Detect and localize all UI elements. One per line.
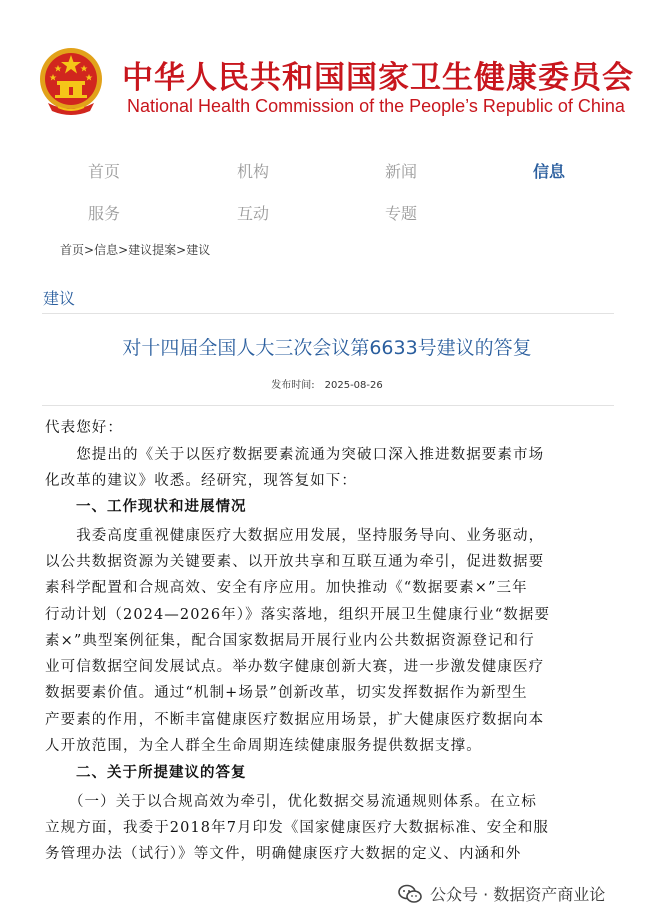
paragraph-line: （一）关于以合规高效为牵引，优化数据交易流通规则体系。在立标 (45, 794, 537, 810)
breadcrumb-separator: > (118, 243, 129, 257)
wechat-watermark (398, 882, 605, 905)
nav-item-information[interactable]: 信息 (533, 162, 566, 181)
breadcrumb-separator: > (84, 243, 95, 257)
nav-item-news[interactable]: 新闻 (385, 162, 418, 181)
paragraph-line: 数据要素价值。通过“机制+场景”创新改革，切实发挥数据作为新型生 (45, 685, 528, 701)
paragraph-line: 人开放范围，为全人群全生命周期连续健康服务提供数据支撑。 (45, 738, 482, 754)
publish-date-label: 发布时间: (271, 380, 315, 391)
nav-item-organization[interactable]: 机构 (237, 162, 270, 181)
nav-item-home[interactable]: 首页 (88, 162, 121, 181)
breadcrumb-proposals[interactable]: 建议提案 (128, 243, 177, 257)
nav-item-topics[interactable]: 专题 (385, 204, 418, 223)
paragraph-line: 素×”典型案例征集，配合国家数据局开展行业内公共数据资源登记和行 (45, 633, 535, 649)
national-emblem-icon[interactable] (38, 45, 104, 117)
paragraph-line: 素科学配置和合规高效、安全有序应用。加快推动《“数据要素×”三年 (45, 580, 528, 596)
breadcrumb-suggestions[interactable]: 建议 (186, 243, 211, 257)
paragraph-line: 立规方面，我委于2018年7月印发《国家健康医疗大数据标准、安全和服 (45, 820, 550, 836)
site-title-cn[interactable]: 中华人民共和国国家卫生健康委员会 (122, 60, 634, 96)
breadcrumb-separator: > (176, 243, 187, 257)
wechat-icon (398, 884, 422, 904)
site-title-en[interactable]: National Health Commission of the People’s Republic of China (127, 96, 625, 116)
site-header (0, 0, 654, 140)
breadcrumb-home[interactable]: 首页 (60, 243, 85, 257)
section-heading: 一、工作现状和进展情况 (45, 499, 247, 515)
nav-item-interaction[interactable]: 互动 (237, 204, 270, 223)
breadcrumb-information[interactable]: 信息 (94, 243, 119, 257)
publish-date (0, 376, 654, 391)
paragraph-line: 务管理办法（试行）》等文件，明确健康医疗大数据的定义、内涵和外 (45, 846, 522, 862)
paragraph-line: 产要素的作用，不断丰富健康医疗数据应用场景，扩大健康医疗数据向本 (45, 712, 545, 728)
paragraph-line: 您提出的《关于以医疗数据要素流通为突破口深入推进数据要素市场 (45, 447, 545, 463)
breadcrumb (60, 241, 210, 258)
paragraph-line: 行动计划（2024—2026年）》落实落地，组织开展卫生健康行业“数据要 (45, 607, 551, 623)
divider (42, 313, 614, 314)
paragraph-line: 以公共数据资源为关键要素、以开放共享和互联互通为牵引，促进数据要 (45, 554, 545, 570)
watermark-text: 公众号 · 数据资产商业论 (430, 885, 606, 904)
divider (42, 405, 614, 406)
main-nav (0, 150, 654, 230)
article-title: 对十四届全国人大三次会议第6633号建议的答复 (122, 337, 532, 359)
paragraph-line: 化改革的建议》收悉。经研究，现答复如下： (45, 473, 357, 489)
paragraph-line: 业可信数据空间发展试点。举办数字健康创新大赛，进一步激发健康医疗 (45, 659, 545, 675)
salutation: 代表您好： (45, 420, 123, 436)
publish-date-value: 2025-08-26 (324, 380, 383, 391)
section-label: 建议 (43, 289, 76, 308)
paragraph-line: 我委高度重视健康医疗大数据应用发展，坚持服务导向、业务驱动， (45, 528, 545, 544)
section-heading: 二、关于所提建议的答复 (45, 765, 247, 781)
nav-item-services[interactable]: 服务 (88, 204, 121, 223)
